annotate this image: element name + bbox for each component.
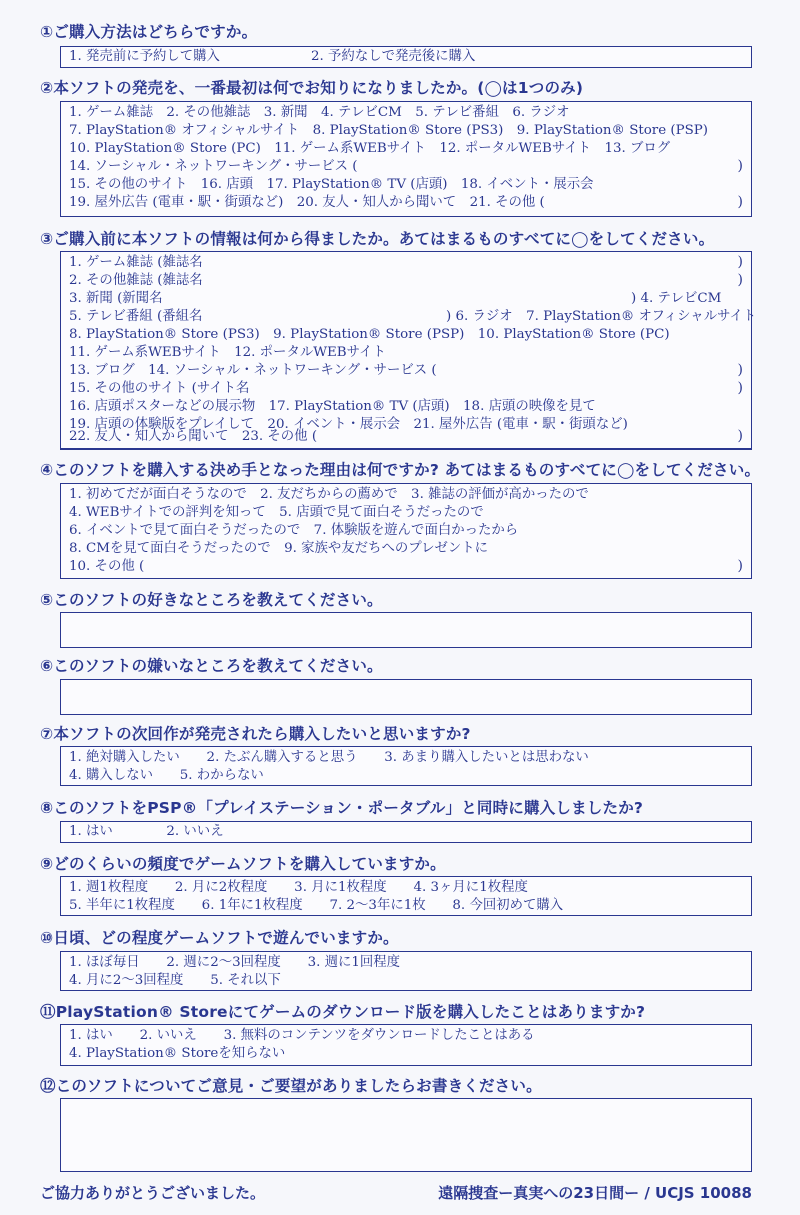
q3-option-6-7[interactable]: ) 6. ラジオ 7. PlayStation® オフィシャルサイト (446, 309, 757, 324)
q4-line-5-close: ) (737, 558, 743, 574)
footer-thanks: ご協力ありがとうございました。 (40, 1184, 266, 1202)
q7-line-2[interactable]: 4. 購入しない 5. わからない (69, 768, 264, 783)
q9-line-1[interactable]: 1. 週1枚程度 2. 月に2枚程度 3. 月に1枚程度 4. 3ヶ月に1枚程度 (69, 880, 528, 895)
q9-title: ⑨どのくらいの頻度でゲームソフトを購入していますか。 (40, 855, 446, 873)
q1-title: ①ご購入方法はどちらですか。 (40, 23, 258, 41)
q8-title: ⑧このソフトをPSP®「プレイステーション・ポータブル」と同時に購入しましたか? (40, 799, 644, 817)
q2-line-1[interactable]: 1. ゲーム雑誌 2. その他雑誌 3. 新聞 4. テレビCM 5. テレビ番組 6. ラジオ (69, 105, 570, 120)
q2-line-6[interactable]: 19. 屋外広告 (電車・駅・街頭など) 20. 友人・知人から聞いて 21. その他 ( (69, 195, 545, 210)
q6-title: ⑥このソフトの嫌いなところを教えてください。 (40, 657, 383, 675)
q3-line-3[interactable]: 3. 新聞 (新聞名 (69, 291, 163, 306)
q2-box (60, 101, 752, 217)
q2-line-5[interactable]: 15. その他のサイト 16. 店頭 17. PlayStation® TV (店頭) 18. イベント・展示会 (69, 177, 594, 192)
q5-title: ⑤このソフトの好きなところを教えてください。 (40, 591, 383, 609)
q2-line-4[interactable]: 14. ソーシャル・ネットワーキング・サービス ( (69, 159, 358, 174)
q4-box (60, 483, 752, 579)
q3-line-15[interactable]: 15. その他のサイト (サイト名 (69, 381, 250, 396)
q2-line-3[interactable]: 10. PlayStation® Store (PC) 11. ゲーム系WEBサイト 12. ポータルWEBサイト 13. ブログ (69, 141, 671, 156)
q3-title: ③ご購入前に本ソフトの情報は何から得ましたか。あてはまるものすべてに◯をしてください。 (40, 230, 715, 248)
q2-line-6-close: ) (737, 194, 743, 210)
q3-line-15-close: ) (737, 380, 743, 396)
q1-option-1[interactable]: 1. 発売前に予約して購入 (69, 49, 220, 64)
q4-title: ④このソフトを購入する決め手となった理由は何ですか? あてはまるものすべてに◯をしてください。 (40, 461, 761, 479)
q3-line-11[interactable]: 11. ゲーム系WEBサイト 12. ポータルWEBサイト (69, 345, 386, 360)
q4-line-5[interactable]: 10. その他 ( (69, 559, 145, 574)
q5-answer-field[interactable] (60, 612, 752, 648)
q3-option-4[interactable]: ) 4. テレビCM (631, 291, 722, 306)
q9-line-2[interactable]: 5. 半年に1枚程度 6. 1年に1枚程度 7. 2～3年に1枚 8. 今回初めて購入 (69, 898, 564, 913)
q8-line-1[interactable]: 1. はい 2. いいえ (69, 824, 224, 839)
q7-title: ⑦本ソフトの次回作が発売されたら購入したいと思いますか? (40, 725, 471, 743)
q4-line-4[interactable]: 8. CMを見て面白そうだったので 9. 家族や友だちへのプレゼントに (69, 541, 489, 556)
q3-line-2-close: ) (737, 272, 743, 288)
q12-answer-field[interactable] (60, 1098, 752, 1172)
q3-line-1[interactable]: 1. ゲーム雑誌 (雑誌名 (69, 255, 203, 270)
q3-line-19[interactable]: 19. 店頭の体験版をプレイして 20. イベント・展示会 21. 屋外広告 (電車・駅・街頭など) (69, 417, 628, 432)
q8-box (60, 821, 752, 843)
q1-option-2[interactable]: 2. 予約なしで発売後に購入 (311, 49, 476, 64)
q3-line-2[interactable]: 2. その他雑誌 (雑誌名 (69, 273, 203, 288)
q2-title: ②本ソフトの発売を、一番最初は何でお知りになりましたか。(◯は1つのみ) (40, 79, 584, 97)
q2-line-2[interactable]: 7. PlayStation® オフィシャルサイト 8. PlayStation® Store (PS3) 9. PlayStation® Store (PSP) (69, 123, 709, 138)
q3-line-5[interactable]: 5. テレビ番組 (番組名 (69, 309, 203, 324)
footer-product-code: 遠隔捜査ー真実への23日間ー / UCJS 10088 (438, 1184, 752, 1202)
q3-box (60, 251, 757, 449)
q4-line-1[interactable]: 1. 初めてだが面白そうなので 2. 友だちからの薦めで 3. 雑誌の評価が高かったので (69, 487, 589, 502)
q10-box (60, 951, 752, 991)
q11-line-1[interactable]: 1. はい 2. いいえ 3. 無料のコンテンツをダウンロードしたことはある (69, 1028, 535, 1043)
q3-line-22[interactable]: 22. 友人・知人から聞いて 23. その他 ( (69, 429, 318, 444)
q3-line-1-close: ) (737, 254, 743, 270)
q2-line-4-close: ) (737, 158, 743, 174)
q3-line-8[interactable]: 8. PlayStation® Store (PS3) 9. PlayStation® Store (PSP) 10. PlayStation® Store (PC) (69, 327, 670, 342)
q3-box-tail (60, 430, 752, 450)
q12-title: ⑫このソフトについてご意見・ご要望がありましたらお書きください。 (40, 1077, 542, 1095)
q3-line-13[interactable]: 13. ブログ 14. ソーシャル・ネットワーキング・サービス ( (69, 363, 437, 378)
q11-title: ⑪PlayStation® Storeにてゲームのダウンロード版を購入したことはありますか? (40, 1003, 646, 1021)
q10-line-2[interactable]: 4. 月に2～3回程度 5. それ以下 (69, 973, 281, 988)
q7-box (60, 746, 752, 786)
q11-box (60, 1024, 752, 1066)
q4-line-3[interactable]: 6. イベントで見て面白そうだったので 7. 体験版を遊んで面白かったから (69, 523, 519, 538)
q1-box (60, 46, 752, 68)
q7-line-1[interactable]: 1. 絶対購入したい 2. たぶん購入すると思う 3. あまり購入したいとは思わない (69, 750, 589, 765)
q3-line-22-close: ) (737, 428, 743, 444)
q10-line-1[interactable]: 1. ほぼ毎日 2. 週に2～3回程度 3. 週に1回程度 (69, 955, 401, 970)
q3-line-16[interactable]: 16. 店頭ポスターなどの展示物 17. PlayStation® TV (店頭) 18. 店頭の映像を見て (69, 399, 596, 414)
q6-answer-field[interactable] (60, 679, 752, 715)
q4-line-2[interactable]: 4. WEBサイトでの評判を知って 5. 店頭で見て面白そうだったので (69, 505, 484, 520)
q3-line-13-close: ) (737, 362, 743, 378)
q9-box (60, 876, 752, 916)
q10-title: ⑩日頃、どの程度ゲームソフトで遊んでいますか。 (40, 929, 399, 947)
q11-line-2[interactable]: 4. PlayStation® Storeを知らない (69, 1046, 286, 1061)
